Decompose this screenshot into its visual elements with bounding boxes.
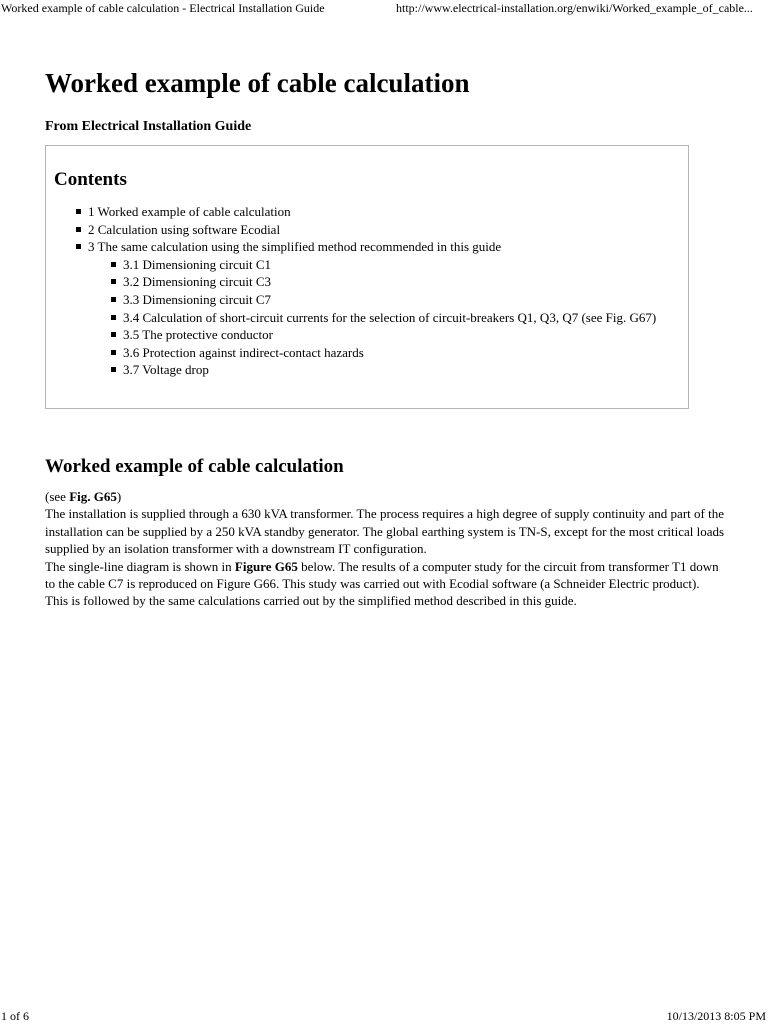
see-prefix: (see [45, 489, 70, 504]
bullet-icon [111, 297, 116, 302]
print-header-title: Worked example of cable calculation - Electrical Installation Guide [1, 1, 325, 15]
bullet-icon [76, 227, 81, 232]
paragraph-3: This is followed by the same calculations carried out by the simplified method described in this guide. [45, 593, 577, 609]
print-header-url: http://www.electrical-installation.org/enwiki/Worked_example_of_cable... [396, 1, 753, 15]
toc-link[interactable]: 3.7 Voltage drop [123, 362, 209, 378]
section-body [45, 488, 725, 610]
bullet-icon [111, 350, 116, 355]
toc-link[interactable]: 3.6 Protection against indirect-contact hazards [123, 344, 364, 360]
toc-link[interactable]: 3.3 Dimensioning circuit C7 [123, 291, 272, 307]
see-suffix: ) [116, 489, 122, 504]
paragraph-2 [45, 558, 725, 593]
para2-prefix: The single-line diagram is shown in [45, 558, 235, 574]
toc-subitem[interactable] [54, 309, 688, 327]
bullet-icon [111, 315, 116, 320]
bullet-icon [76, 209, 81, 214]
bullet-icon [76, 244, 81, 249]
print-datetime: 10/13/2013 8:05 PM [666, 1009, 766, 1023]
toc-subitem[interactable] [54, 326, 688, 344]
toc-title: Contents [54, 169, 127, 190]
see-figure-line [45, 488, 725, 505]
site-subtitle: From Electrical Installation Guide [45, 119, 252, 134]
figure-link[interactable]: Figure G65 [234, 558, 298, 574]
bullet-icon [111, 262, 116, 267]
toc-item[interactable] [54, 203, 688, 221]
paragraph-1: The installation is supplied through a 630 kVA transformer. The process requires a high degree of supply continuity and part of the installation can be supplied by a 250 kVA standby generator. The global earthing system is TN-S, except for the most critical loads supplied by an isolation transformer with a downstream IT configuration. [45, 506, 725, 557]
article-content [45, 66, 725, 610]
toc-link[interactable]: 3.4 Calculation of short-circuit currents for the selection of circuit-breakers Q1, Q3, Q7 (see Fig. G67) [123, 309, 657, 325]
toc-subitem[interactable] [54, 256, 688, 274]
bullet-icon [111, 332, 116, 337]
page-title: Worked example of cable calculation [45, 68, 470, 98]
bullet-icon [111, 279, 116, 284]
toc-link[interactable]: 2 Calculation using software Ecodial [88, 221, 281, 237]
toc-link[interactable]: 3.1 Dimensioning circuit C1 [123, 256, 272, 272]
toc-subitem[interactable] [54, 291, 688, 309]
print-header [0, 0, 768, 18]
toc-subitem[interactable] [54, 344, 688, 362]
toc-link[interactable]: 3.2 Dimensioning circuit C3 [123, 274, 272, 290]
bullet-icon [111, 367, 116, 372]
toc-link[interactable]: 3 The same calculation using the simplified method recommended in this guide [88, 239, 502, 255]
figure-link[interactable]: Fig. G65 [69, 489, 117, 504]
table-of-contents [45, 145, 689, 409]
toc-item[interactable] [54, 221, 688, 239]
toc-subitem[interactable] [54, 361, 688, 379]
print-footer [0, 1008, 768, 1024]
toc-subitem[interactable] [54, 273, 688, 291]
section-heading: Worked example of cable calculation [45, 456, 344, 477]
toc-link[interactable]: 3.5 The protective conductor [123, 327, 273, 343]
toc-link[interactable]: 1 Worked example of cable calculation [88, 204, 291, 219]
page-number: 1 of 6 [1, 1009, 29, 1023]
para2-suffix: below. The results of a computer study for the circuit from transformer T1 down to the cable C7 is reproduced on Figure G66. This study was carried out with Ecodial software (a Schneider Electric product). [45, 558, 719, 592]
toc-list [54, 203, 688, 379]
toc-item[interactable] [54, 238, 688, 256]
